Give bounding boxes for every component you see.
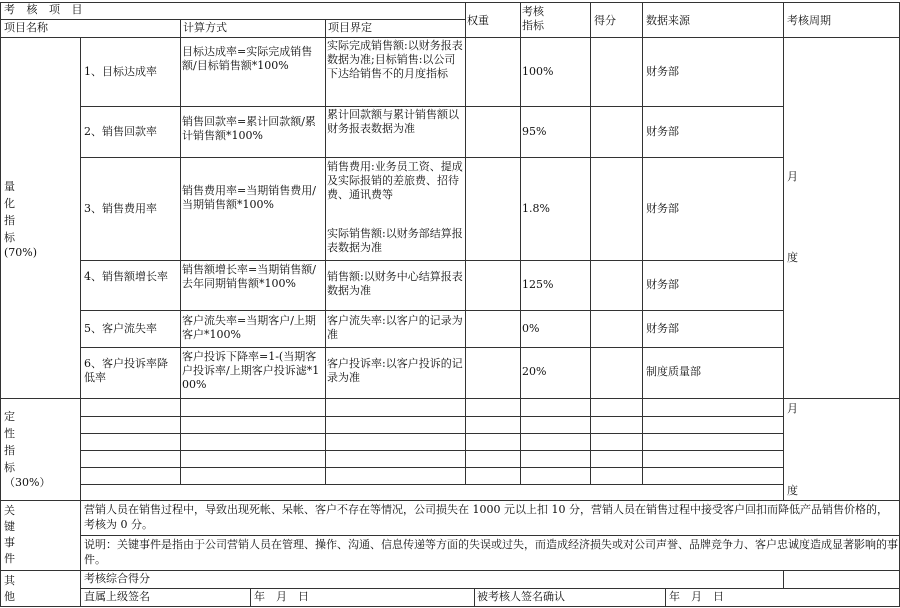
row1-calc: 目标达成率=实际完成销售额/目标销售额*100% (182, 45, 313, 73)
rule (80, 484, 783, 485)
row6-target: 20% (522, 365, 547, 378)
row2-item-name: 2、销售回款率 (84, 125, 157, 138)
rule (80, 416, 783, 417)
rule (465, 2, 466, 484)
row3-source: 财务部 (646, 202, 679, 215)
qual-cycle-month: 月 (787, 402, 798, 415)
rule (80, 157, 783, 158)
row4-target: 125% (522, 278, 554, 291)
qual-group-label: 定性指标 (4, 410, 15, 474)
row5-item-name: 5、客户流失率 (84, 322, 157, 335)
key-events-explanation: 说明：关键事件是指由于公司营销人员在管理、操作、沟通、信息传递等方面的失误或过失，而造成经济损失或对公司声誉、品牌竞争力、客户忠诚度造成显著影响的事件。 (84, 538, 898, 566)
qual-cycle-degree: 度 (787, 484, 798, 497)
quant-group-pct: (70%) (4, 246, 38, 259)
appraisee-sign-date: 年 月 日 (669, 590, 724, 603)
superior-sign-date: 年 月 日 (254, 590, 309, 603)
col-scope-header: 项目界定 (328, 21, 372, 34)
quant-cycle-degree: 度 (787, 251, 798, 264)
row6-source: 制度质量部 (646, 365, 701, 378)
col-item-name-header: 项目名称 (4, 21, 48, 34)
rule (0, 2, 900, 3)
col-calc-header: 计算方式 (183, 21, 227, 34)
row3-target: 1.8% (522, 202, 550, 215)
rule (0, 398, 900, 399)
row1-item-name: 1、目标达成率 (84, 65, 157, 78)
rule (250, 588, 251, 606)
rule (80, 106, 783, 107)
row2-target: 95% (522, 125, 547, 138)
rule (783, 570, 784, 588)
rule (0, 606, 900, 607)
rule (80, 588, 900, 589)
total-score-label: 考核综合得分 (84, 572, 150, 585)
row4-item-name: 4、销售额增长率 (84, 270, 168, 283)
row6-scope: 客户投诉率:以客户投诉的记录为准 (327, 357, 463, 385)
rule (0, 2, 1, 606)
row2-calc: 销售回款率=累计回款额/累计销售额*100% (182, 115, 316, 143)
row3-scope-actual-sales: 实际销售额:以财务部结算报表数据为准 (327, 227, 463, 255)
rule (180, 19, 181, 484)
row1-scope: 实际完成销售额:以财务报表数据为准;目标销售:以公司下达给销售不的月度指标 (327, 39, 463, 81)
rule (0, 37, 900, 38)
row4-scope: 销售额:以财务中心结算报表数据为准 (327, 270, 463, 298)
key-events-label: 关键事件 (4, 504, 15, 565)
col-source-header: 数据来源 (646, 14, 690, 27)
row6-calc: 客户投诉下降率=1-(当期客户投诉率/上期客户投诉滤*100% (182, 350, 320, 392)
col-weight-header: 权重 (467, 14, 489, 27)
row4-calc: 销售额增长率=当期销售额/去年同期销售额*100% (182, 263, 316, 291)
row5-source: 财务部 (646, 322, 679, 335)
rule (590, 2, 591, 484)
rule (80, 433, 783, 434)
rule (520, 2, 521, 484)
row5-target: 0% (522, 322, 540, 335)
rule (80, 260, 783, 261)
rule (474, 588, 475, 606)
qual-group-pct: （30%） (4, 476, 51, 489)
rule (80, 450, 783, 451)
rule (80, 535, 900, 536)
col-target-header: 考核指标 (522, 5, 544, 33)
rule (642, 2, 643, 484)
row3-scope: 销售费用:业务员工资、提成及实际报销的差旅费、招待费、通讯费等 (327, 160, 463, 202)
rule (0, 19, 465, 20)
form-title: 考 核 项 目 (4, 3, 87, 16)
row1-source: 财务部 (646, 65, 679, 78)
quant-group-label: 量化指标 (4, 180, 15, 244)
appraisee-signature-label: 被考核人签名确认 (477, 590, 565, 603)
row6-item-name: 6、客户投诉率降低率 (84, 357, 168, 385)
row2-source: 财务部 (646, 125, 679, 138)
row3-calc: 销售费用率=当期销售费用/当期销售额*100% (182, 184, 316, 212)
rule (0, 570, 900, 571)
quant-cycle-month: 月 (787, 170, 798, 183)
col-score-header: 得分 (594, 14, 616, 27)
other-label: 其他 (4, 574, 15, 603)
row5-calc: 客户流失率=当期客户/上期客户*100% (182, 314, 316, 342)
row2-scope: 累计回款额与累计销售额以财务报表数据为准 (327, 108, 459, 136)
row5-scope: 客户流失率:以客户的记录为准 (327, 314, 463, 342)
rule (783, 2, 784, 500)
rule (80, 467, 783, 468)
superior-signature-label: 直属上级签名 (84, 590, 150, 603)
rule (80, 37, 81, 606)
rule (665, 588, 666, 606)
key-events-rule: 营销人员在销售过程中，导致出现死帐、呆帐、客户不存在等情况，公司损失在 1000 元以上扣 10 分，营销人员在销售过程中接受客户回扣而降低产品销售价格的，考核为 0 分。 (84, 503, 888, 531)
row3-item-name: 3、销售费用率 (84, 202, 157, 215)
rule (80, 347, 783, 348)
rule (325, 19, 326, 484)
col-cycle-header: 考核周期 (787, 14, 831, 27)
rule (0, 500, 900, 501)
rule (80, 310, 783, 311)
row1-target: 100% (522, 65, 554, 78)
row4-source: 财务部 (646, 278, 679, 291)
